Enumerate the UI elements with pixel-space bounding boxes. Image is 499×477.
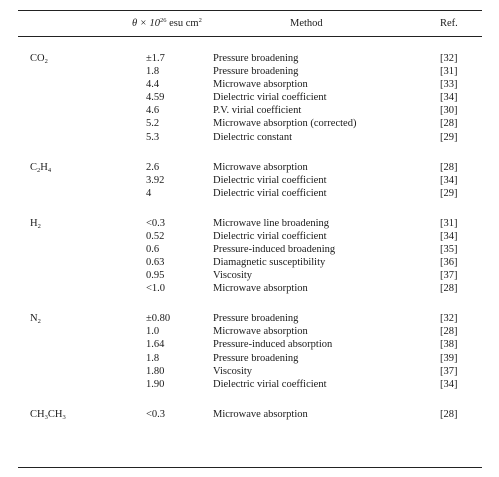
table-row: [0, 65, 499, 78]
quadrupole-value-cell: <0.3: [146, 408, 166, 420]
table-row: [0, 117, 499, 130]
table-row: [0, 78, 499, 91]
reference-cell: [29]: [440, 187, 458, 199]
method-cell: Microwave absorption: [213, 79, 308, 91]
molecule-cell: $C_2H_4$: [30, 161, 52, 174]
table-row: [0, 282, 499, 295]
table-row: [0, 365, 499, 378]
reference-cell: [28]: [440, 161, 458, 173]
molecule-cell: $H_2$: [30, 217, 41, 230]
table-row: [0, 352, 499, 365]
reference-cell: [39]: [440, 352, 458, 364]
quadrupole-value-cell: 5.3: [146, 131, 160, 143]
method-cell: Dielectric virial coefficient: [213, 230, 327, 242]
quadrupole-value-cell: 0.6: [146, 244, 160, 255]
reference-cell: [28]: [440, 118, 458, 130]
method-cell: Dielectric virial coefficient: [213, 378, 327, 390]
table-row: [0, 256, 499, 269]
method-cell: Dielectric virial coefficient: [213, 174, 327, 186]
reference-cell: [30]: [440, 105, 458, 117]
table-row: [0, 269, 499, 282]
method-cell: Microwave absorption: [213, 408, 308, 420]
reference-cell: [38]: [440, 339, 458, 351]
quadrupole-value-cell: <1.0: [146, 283, 166, 295]
table-bottom-rule: [18, 467, 482, 468]
quadrupole-value-cell: 1.80: [146, 365, 165, 377]
quadrupole-value-cell: 4.59: [146, 92, 165, 104]
molecule-cell: $N_2$: [30, 313, 41, 326]
reference-cell: [37]: [440, 365, 458, 377]
table-row: [0, 217, 499, 230]
reference-cell: [37]: [440, 270, 458, 282]
method-cell: Microwave absorption: [213, 283, 308, 295]
quadrupole-value-cell: 1.0: [146, 326, 160, 338]
table-row: [0, 230, 499, 243]
reference-cell: [34]: [440, 230, 458, 242]
table-row: [0, 52, 499, 65]
method-cell: Pressure broadening: [213, 313, 299, 325]
table-row: [0, 91, 499, 104]
reference-cell: [31]: [440, 66, 458, 78]
quadrupole-value-cell: 1.64: [146, 339, 165, 351]
method-cell: Dielectric constant: [213, 131, 293, 143]
header-method: Method: [290, 18, 323, 29]
method-cell: P.V. virial coefficient: [213, 105, 302, 117]
header-theta-label: θ × 10: [132, 18, 160, 29]
reference-cell: [28]: [440, 408, 458, 420]
quadrupole-value-cell: ±0.80: [146, 313, 171, 325]
quadrupole-value-cell: 1.8: [146, 352, 160, 364]
quadrupole-value-cell: 2.6: [146, 161, 160, 173]
table-row: [0, 131, 499, 144]
method-cell: Dielectric virial coefficient: [213, 187, 327, 199]
reference-cell: [34]: [440, 174, 458, 186]
quadrupole-value-cell: 1.90: [146, 378, 165, 390]
reference-cell: [32]: [440, 313, 458, 325]
table-row: [0, 243, 499, 256]
quadrupole-value-cell: 4: [146, 187, 152, 199]
table-row: [0, 408, 499, 421]
method-cell: Viscosity: [213, 270, 253, 282]
quadrupole-value-cell: 1.8: [146, 66, 160, 78]
header-unit-exponent: 2: [198, 17, 202, 24]
reference-cell: [28]: [440, 283, 458, 295]
reference-cell: [36]: [440, 257, 458, 268]
molecule-cell: $CH_3CH_3$: [30, 408, 66, 421]
table-row: [0, 174, 499, 187]
method-cell: Pressure broadening: [213, 352, 299, 364]
quadrupole-value-cell: 4.6: [146, 105, 160, 117]
reference-cell: [34]: [440, 378, 458, 390]
reference-cell: [34]: [440, 92, 458, 104]
table-row: [0, 312, 499, 325]
table-row: [0, 161, 499, 174]
method-cell: Dielectric virial coefficient: [213, 92, 327, 104]
quadrupole-value-cell: ±1.7: [146, 53, 165, 64]
method-cell: Pressure broadening: [213, 66, 299, 78]
quadrupole-value-cell: <0.3: [146, 217, 166, 229]
reference-cell: [32]: [440, 53, 458, 64]
header-ref: Ref.: [440, 18, 458, 29]
quadrupole-value-cell: 0.52: [146, 230, 165, 242]
reference-cell: [31]: [440, 217, 458, 229]
table-row: [0, 338, 499, 351]
quadrupole-value-cell: 0.95: [146, 270, 165, 282]
method-cell: Microwave absorption: [213, 161, 308, 173]
reference-cell: [28]: [440, 326, 458, 338]
molecule-cell: $CO_2$: [30, 53, 48, 65]
reference-cell: [33]: [440, 79, 458, 91]
method-cell: Microwave absorption (corrected): [213, 118, 357, 130]
header-theta-unit: esu cm: [169, 18, 199, 29]
quadrupole-value-cell: 3.92: [146, 174, 165, 186]
method-cell: Microwave line broadening: [213, 217, 330, 229]
header-theta-exponent: 26: [160, 17, 167, 24]
quadrupole-value-cell: 0.63: [146, 257, 165, 268]
method-cell: Pressure-induced absorption: [213, 339, 333, 351]
method-cell: Diamagnetic susceptibility: [213, 257, 326, 268]
method-cell: Pressure-induced broadening: [213, 244, 336, 255]
quadrupole-value-cell: 4.4: [146, 79, 160, 91]
table-row: [0, 104, 499, 117]
method-cell: Microwave absorption: [213, 326, 308, 338]
reference-cell: [29]: [440, 131, 458, 143]
method-cell: Pressure broadening: [213, 53, 299, 64]
table-row: [0, 378, 499, 391]
table-row: [0, 187, 499, 200]
method-cell: Viscosity: [213, 365, 253, 377]
reference-cell: [35]: [440, 244, 458, 255]
quadrupole-value-cell: 5.2: [146, 118, 160, 130]
table-row: [0, 325, 499, 338]
